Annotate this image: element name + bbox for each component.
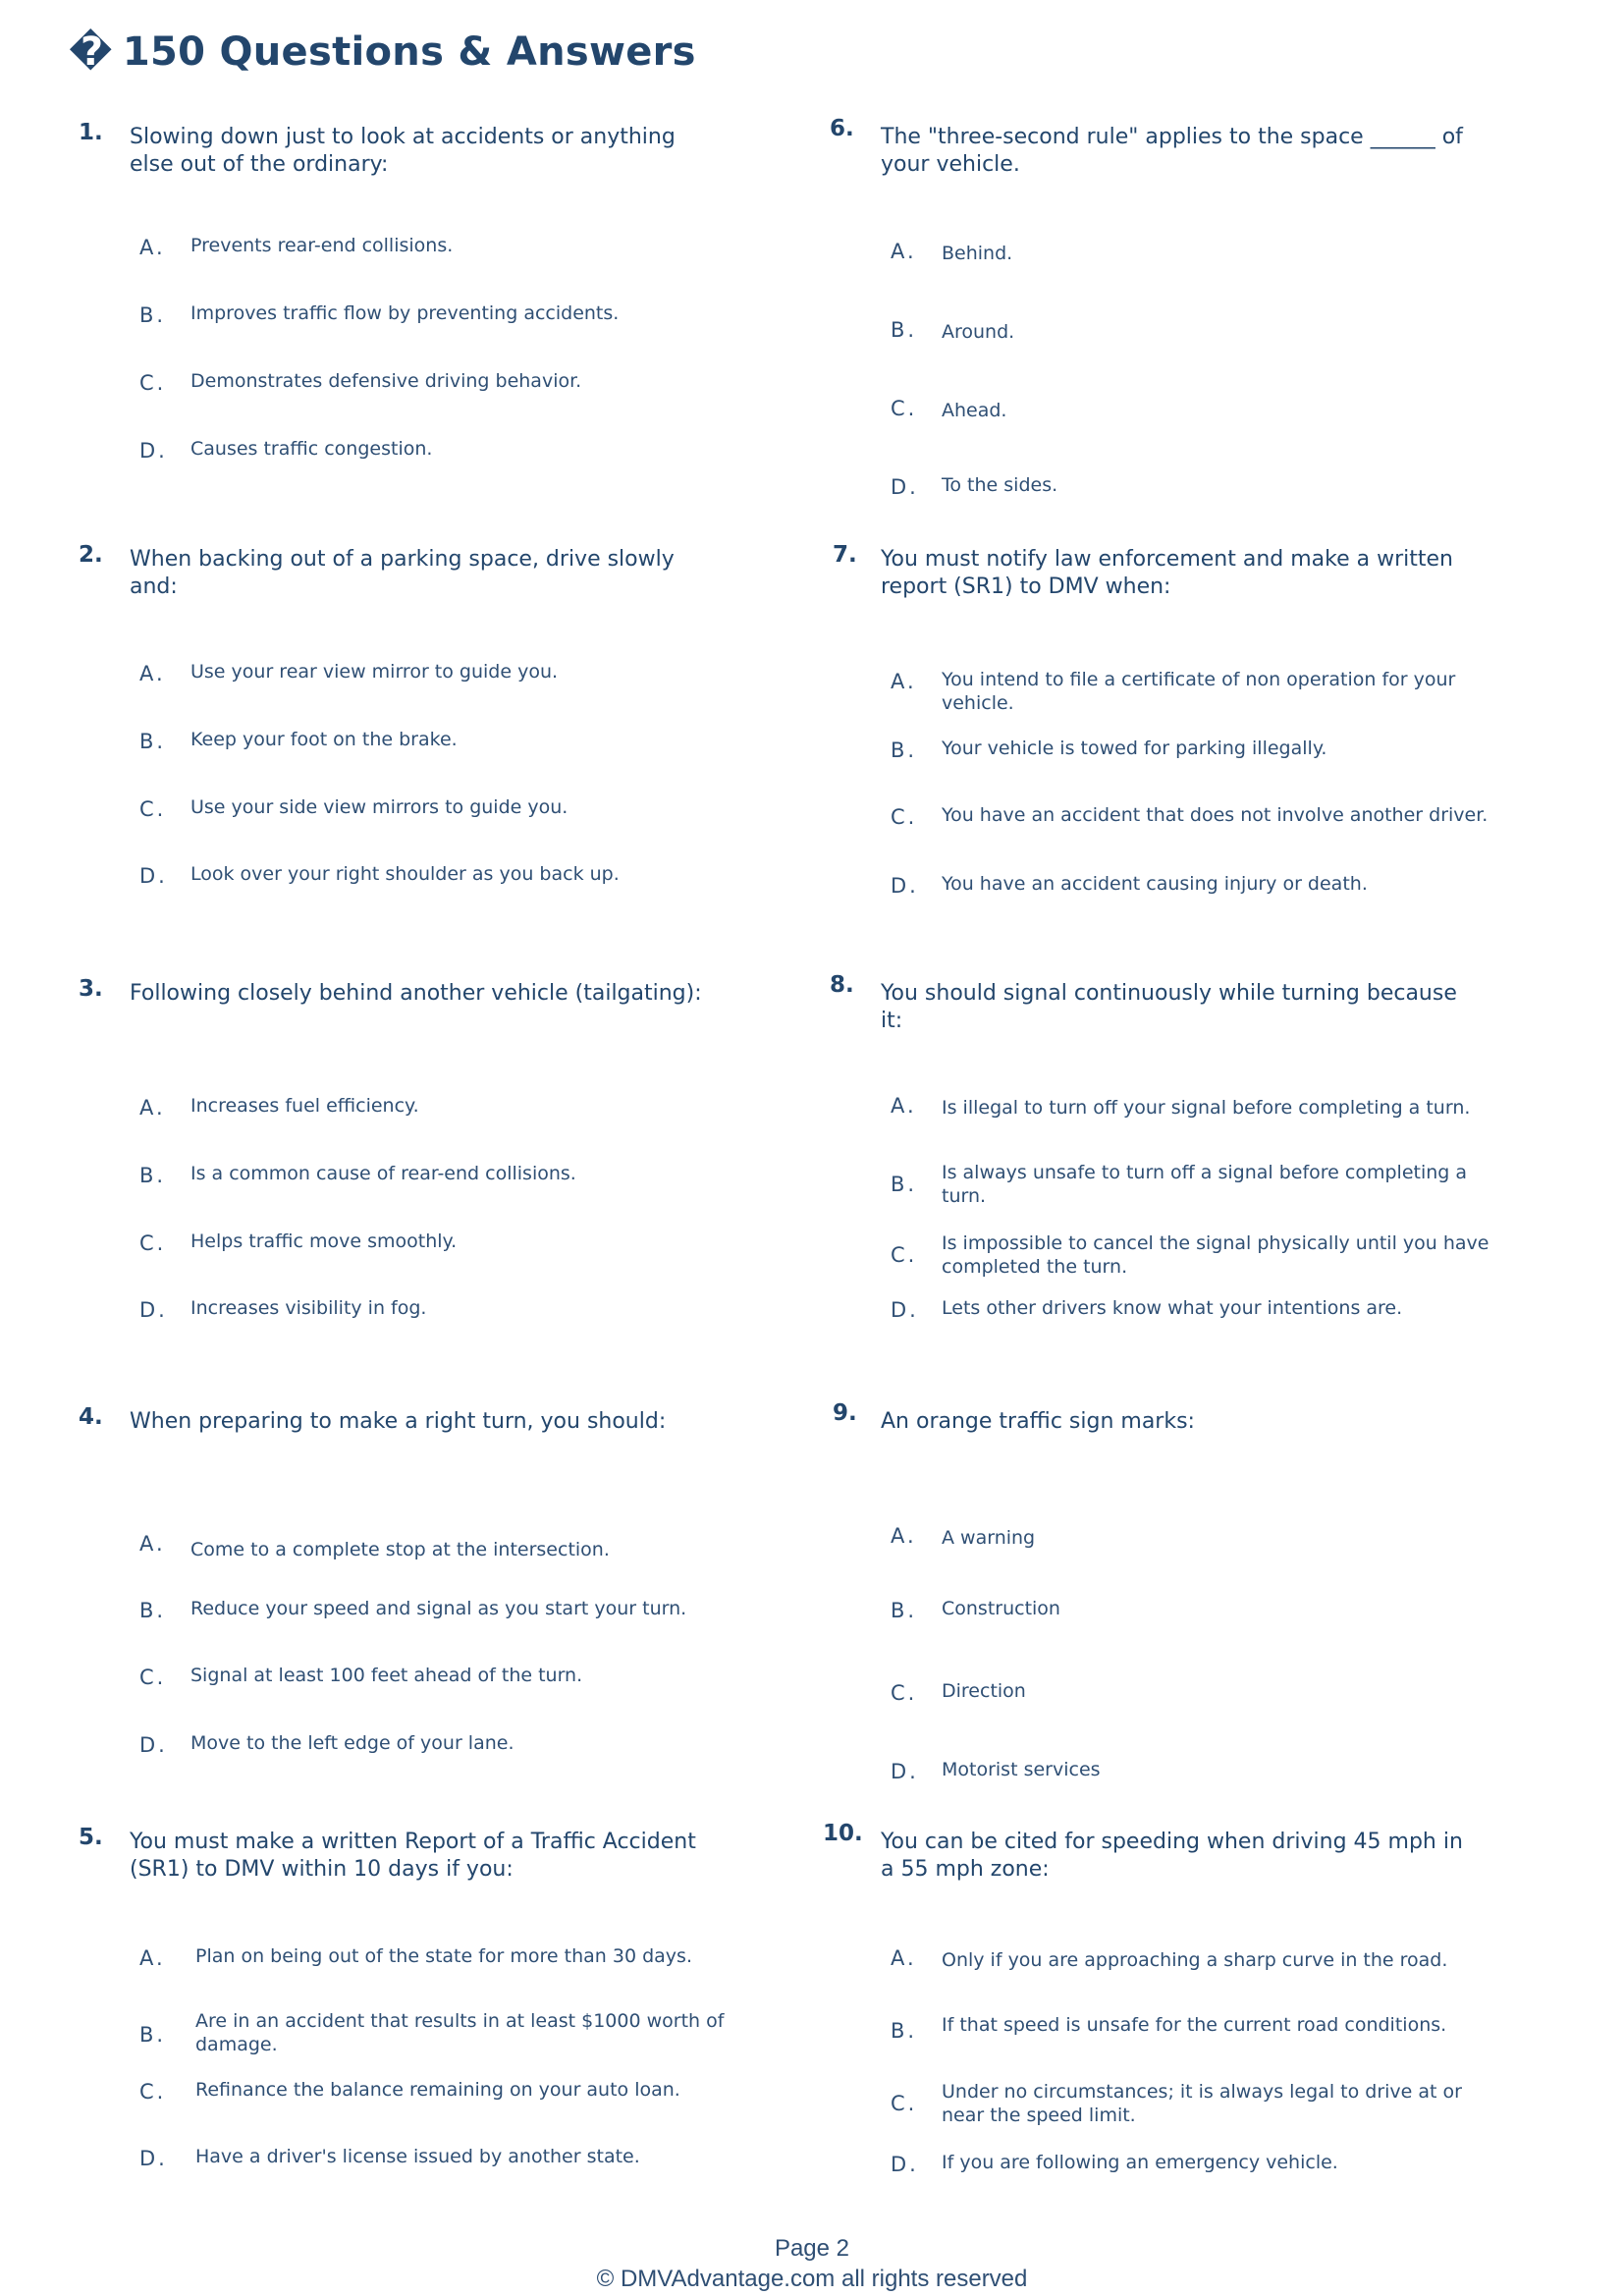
option-letter: D.	[891, 1298, 919, 1322]
option-letter: B.	[891, 2019, 918, 2043]
question-number: 4.	[79, 1404, 103, 1430]
page-title	[69, 29, 696, 75]
option-letter: B.	[139, 2023, 167, 2047]
option-text: Under no circumstances; it is always legal to drive at or near the speed limit.	[942, 2081, 1462, 2126]
option-text: Plan on being out of the state for more than 30 days.	[195, 1945, 692, 1967]
option-text: Improves traffic flow by preventing accidents.	[190, 302, 620, 324]
option-text: Move to the left edge of your lane.	[190, 1732, 514, 1754]
question-number: 7.	[833, 542, 857, 568]
option-letter: C.	[139, 1231, 167, 1255]
option-letter: A.	[891, 1946, 917, 1970]
option-text: Helps traffic move smoothly.	[190, 1230, 458, 1252]
option-letter: A.	[891, 670, 917, 693]
option-letter: A.	[891, 1094, 917, 1118]
option-letter: D.	[891, 1760, 919, 1783]
option-text: Causes traffic congestion.	[190, 438, 433, 460]
option-letter: C.	[139, 1666, 167, 1689]
option-text: Motorist services	[942, 1759, 1101, 1780]
option-letter: D.	[139, 2147, 168, 2170]
option-text: Behind.	[942, 243, 1013, 264]
option-letter: A.	[891, 240, 917, 263]
question-number: 9.	[833, 1400, 857, 1426]
question-number: 5.	[79, 1825, 103, 1850]
option-text: Are in an accident that results in at least $1000 worth of damage.	[195, 2010, 725, 2055]
option-text: Use your side view mirrors to guide you.	[190, 796, 568, 818]
option-letter: C.	[139, 797, 167, 821]
option-text: You intend to file a certificate of non operation for your vehicle.	[942, 669, 1456, 714]
option-text: Construction	[942, 1598, 1060, 1619]
option-letter: A.	[891, 1524, 917, 1548]
question-number: 1.	[79, 120, 103, 145]
option-letter: D.	[891, 475, 919, 499]
option-text: Demonstrates defensive driving behavior.	[190, 370, 582, 392]
option-letter: D.	[139, 1733, 168, 1757]
question-text: The "three-second rule" applies to the space ______ of your vehicle.	[881, 125, 1463, 177]
page-title-text: 150 Questions & Answers	[122, 29, 696, 75]
question-text: When preparing to make a right turn, you should:	[130, 1409, 667, 1434]
option-letter: C.	[891, 1243, 918, 1267]
option-letter: B.	[891, 318, 918, 342]
option-letter: C.	[139, 371, 167, 395]
option-letter: D.	[891, 2153, 919, 2176]
option-letter: B.	[891, 738, 918, 762]
option-letter: B.	[139, 303, 167, 327]
question-text: Following closely behind another vehicle (tailgating):	[130, 981, 702, 1006]
question-number: 10.	[823, 1821, 863, 1846]
option-text: If you are following an emergency vehicle.	[942, 2152, 1338, 2173]
option-text: Keep your foot on the brake.	[190, 729, 458, 750]
option-text: Prevents rear-end collisions.	[190, 235, 454, 256]
option-text: Refinance the balance remaining on your auto loan.	[195, 2079, 680, 2101]
option-text: Is illegal to turn off your signal before completing a turn.	[942, 1097, 1471, 1119]
option-text: Look over your right shoulder as you back up.	[190, 863, 620, 885]
question-text: When backing out of a parking space, drive slowly and:	[130, 547, 675, 599]
option-text: Reduce your speed and signal as you start your turn.	[190, 1598, 687, 1619]
option-text: If that speed is unsafe for the current road conditions.	[942, 2014, 1447, 2036]
option-letter: A.	[139, 1946, 166, 1970]
option-letter: B.	[139, 730, 167, 753]
question-text: You should signal continuously while turning because it:	[881, 981, 1457, 1033]
question-text: You must notify law enforcement and make a written report (SR1) to DMV when:	[881, 547, 1453, 599]
option-text: Use your rear view mirror to guide you.	[190, 661, 559, 683]
option-letter: B.	[139, 1164, 167, 1187]
option-text: To the sides.	[942, 474, 1058, 496]
option-text: Only if you are approaching a sharp curve in the road.	[942, 1949, 1448, 1971]
option-letter: C.	[891, 1681, 918, 1705]
option-letter: D.	[891, 874, 919, 898]
question-number: 8.	[830, 972, 854, 998]
question-number: 6.	[830, 116, 854, 141]
question-text: An orange traffic sign marks:	[881, 1409, 1195, 1434]
option-text: Come to a complete stop at the intersection.	[190, 1539, 610, 1560]
option-letter: A.	[139, 236, 166, 259]
unknown-glyph-icon: �	[69, 29, 113, 75]
question-text: You can be cited for speeding when driving 45 mph in a 55 mph zone:	[881, 1830, 1463, 1882]
option-text: You have an accident causing injury or death.	[942, 873, 1368, 895]
option-letter: B.	[139, 1599, 167, 1622]
option-letter: C.	[891, 397, 918, 420]
page-number: Page 2	[774, 2235, 850, 2262]
option-letter: D.	[139, 864, 168, 888]
option-text: Is always unsafe to turn off a signal before completing a turn.	[942, 1162, 1468, 1207]
option-text: Is a common cause of rear-end collisions.	[190, 1163, 576, 1184]
question-number: 2.	[79, 542, 103, 568]
option-letter: A.	[139, 662, 166, 685]
option-text: Direction	[942, 1680, 1026, 1702]
option-letter: D.	[139, 439, 168, 463]
option-text: Increases visibility in fog.	[190, 1297, 427, 1319]
copyright: © DMVAdvantage.com all rights reserved	[596, 2266, 1028, 2292]
option-text: You have an accident that does not involve another driver.	[942, 804, 1489, 826]
option-letter: C.	[139, 2080, 167, 2104]
option-text: Around.	[942, 321, 1015, 343]
option-letter: B.	[891, 1599, 918, 1622]
option-letter: D.	[139, 1298, 168, 1322]
question-text: Slowing down just to look at accidents or anything else out of the ordinary:	[130, 125, 676, 177]
option-text: Lets other drivers know what your intentions are.	[942, 1297, 1403, 1319]
option-text: Signal at least 100 feet ahead of the turn.	[190, 1665, 583, 1686]
option-letter: A.	[139, 1096, 166, 1120]
option-text: Is impossible to cancel the signal physically until you have completed the turn.	[942, 1232, 1489, 1278]
question-text: You must make a written Report of a Traffic Accident (SR1) to DMV within 10 days if you:	[130, 1830, 696, 1882]
option-text: Have a driver's license issued by another state.	[195, 2146, 640, 2167]
option-text: Ahead.	[942, 400, 1007, 421]
option-letter: A.	[139, 1532, 166, 1556]
option-text: A warning	[942, 1527, 1036, 1549]
option-text: Your vehicle is towed for parking illegally.	[942, 738, 1327, 759]
option-text: Increases fuel efficiency.	[190, 1095, 419, 1117]
option-letter: C.	[891, 805, 918, 829]
question-number: 3.	[79, 976, 103, 1002]
option-letter: C.	[891, 2092, 918, 2115]
option-letter: B.	[891, 1173, 918, 1196]
